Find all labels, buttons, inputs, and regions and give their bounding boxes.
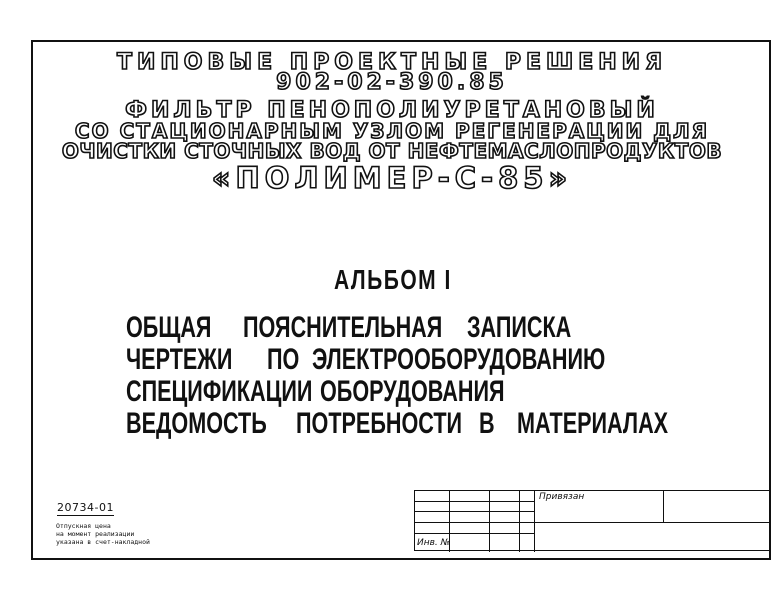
header-purpose-line: ОЧИСТКИ СТОЧНЫХ ВОД ОТ НЕФТЕМАСЛОПРОДУКТОВ bbox=[61, 139, 723, 163]
price-note-line-1: Отпускная цена bbox=[56, 522, 111, 530]
price-note bbox=[56, 522, 150, 546]
stamp-inventory-label: Инв. № bbox=[417, 538, 451, 548]
album-row-4-word-1: ВЕДОМОСТЬ bbox=[126, 407, 267, 440]
header-product-name: «ПОЛИМЕР-С-85» bbox=[211, 161, 573, 195]
header-standard-designs: ТИПОВЫЕ ПРОЕКТНЫЕ РЕШЕНИЯ bbox=[116, 50, 668, 75]
price-note-line-3: указана в счет-накладной bbox=[56, 538, 150, 546]
album-row-1-word-2: ПОЯСНИТЕЛЬНАЯ bbox=[243, 311, 443, 344]
title-block-stamp bbox=[414, 490, 771, 551]
album-row-3-word-2: ОБОРУДОВАНИЯ bbox=[320, 375, 505, 408]
stamp-hline-4 bbox=[415, 533, 534, 534]
stamp-hline-5 bbox=[415, 550, 770, 551]
album-row-1-word-1: ОБЩАЯ bbox=[126, 311, 212, 344]
price-note-line-2: на момент реализации bbox=[56, 530, 135, 538]
stamp-vline-5 bbox=[663, 491, 664, 523]
stamp-hline-3 bbox=[415, 522, 770, 523]
document-code: 20734-01 bbox=[57, 501, 114, 514]
stamp-hline-1 bbox=[415, 501, 534, 502]
album-title: АЛЬБОМ I bbox=[334, 264, 452, 295]
album-row-4-word-4: МАТЕРИАЛАХ bbox=[517, 407, 669, 440]
header-filter-title: ФИЛЬТР ПЕНОПОЛИУРЕТАНОВЫЙ bbox=[125, 98, 659, 123]
album-row-2-word-1: ЧЕРТЕЖИ bbox=[126, 343, 233, 376]
album-row-3-word-1: СПЕЦИФИКАЦИИ bbox=[126, 375, 313, 408]
album-row-2-word-3: ЭЛЕКТРООБОРУДОВАНИЮ bbox=[312, 343, 606, 376]
album-row-4-word-2: ПОТРЕБНОСТИ bbox=[296, 407, 463, 440]
stamp-hline-2 bbox=[415, 511, 534, 512]
stamp-linked-label: Привязан bbox=[539, 492, 585, 502]
album-row-2-word-2: ПО bbox=[267, 343, 300, 376]
album-row-1-word-3: ЗАПИСКА bbox=[467, 311, 572, 344]
header-regeneration-line: СО СТАЦИОНАРНЫМ УЗЛОМ РЕГЕНЕРАЦИИ ДЛЯ bbox=[74, 119, 710, 143]
header-project-number: 902-02-390.85 bbox=[276, 70, 508, 95]
album-row-4-word-3: В bbox=[479, 407, 495, 440]
